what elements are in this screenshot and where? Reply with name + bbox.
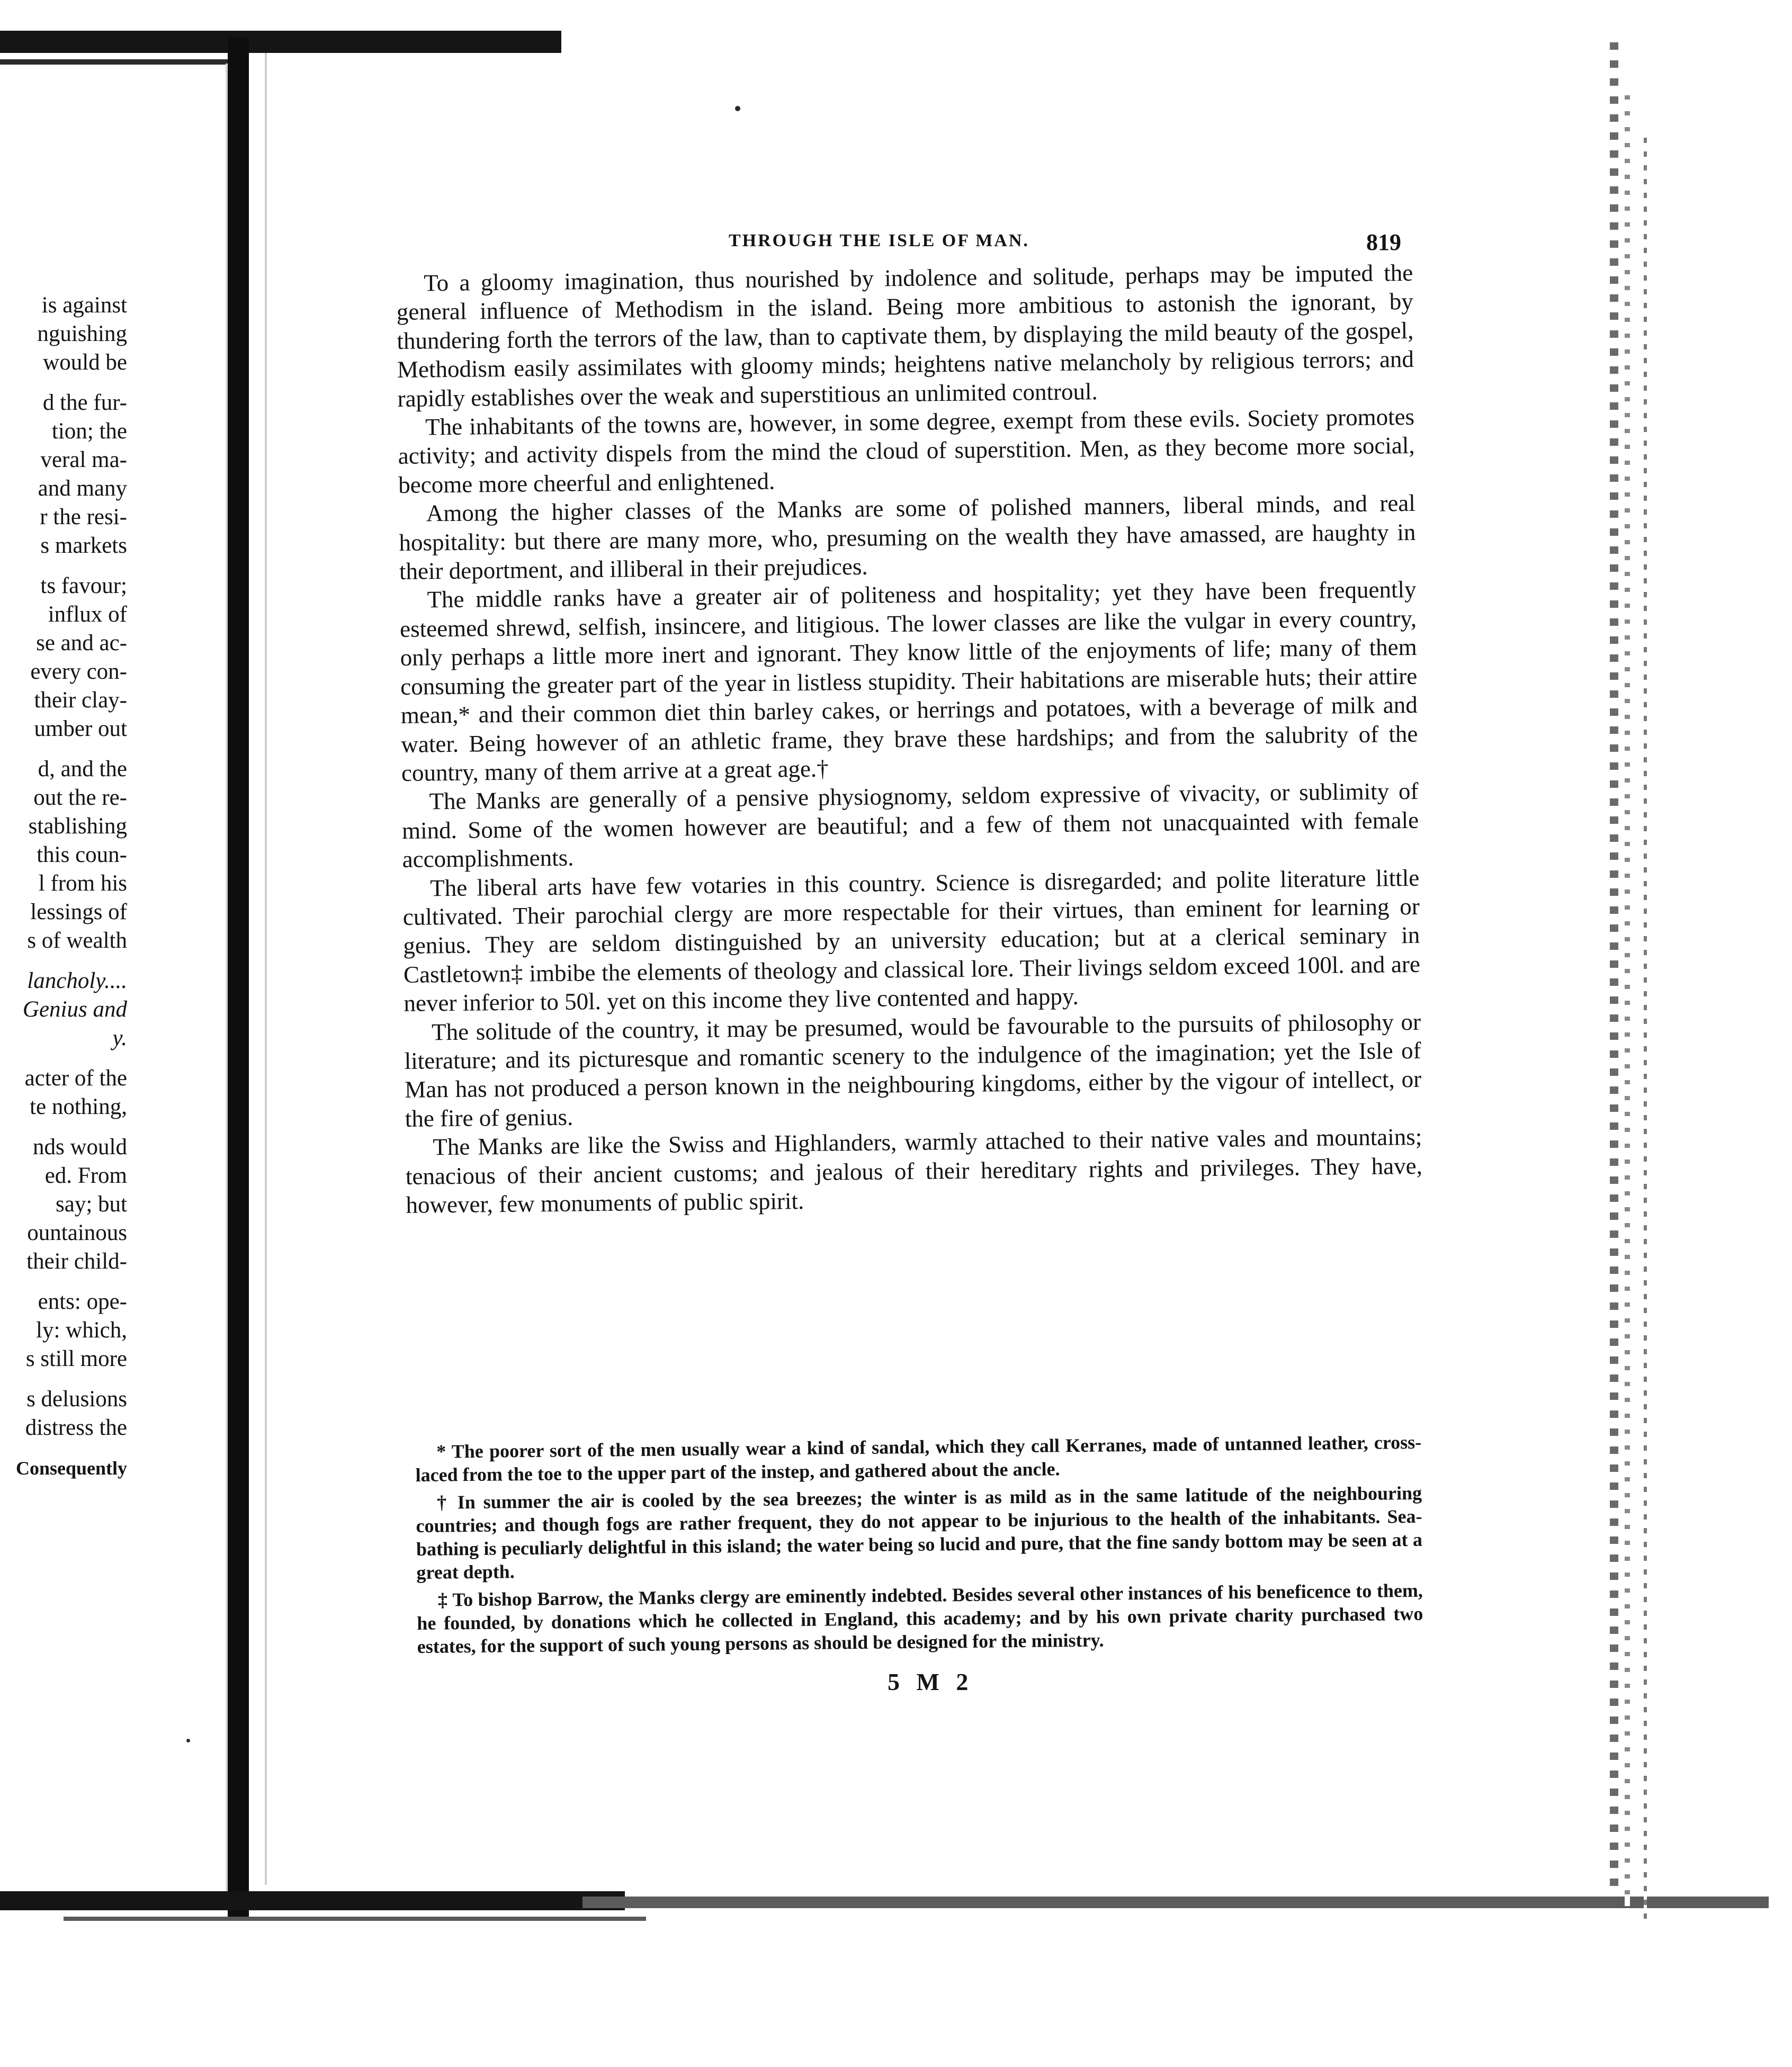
left-line: ly: which, <box>36 1318 127 1343</box>
left-line: umber out <box>34 716 127 741</box>
scan-frame-bottom-right <box>583 1897 1769 1908</box>
left-line: acter of the <box>24 1066 127 1091</box>
footnote: † In summer the air is cooled by the sea breezes; the winter is as mild as in the same latitude of the neighbouring countries; and though fogs are rather frequent, they do not appear to be injurious to the health of the inhabitants. Sea-bathing is peculiarly delightful in this island; the water being so lucid and pure, that the fine sandy bottom may be seen at a great depth. <box>416 1482 1423 1583</box>
page-stack-edge-2 <box>1625 95 1630 1906</box>
left-line: influx of <box>48 602 127 627</box>
left-line: r the resi- <box>40 505 127 529</box>
left-line: s markets <box>40 533 127 558</box>
left-line: lessings of <box>30 900 127 924</box>
signature-mark: 5 M 2 <box>888 1668 974 1695</box>
page-stack-edge-3 <box>1644 138 1647 1927</box>
book-gutter <box>228 37 249 1920</box>
left-line: s delusions <box>26 1387 127 1412</box>
page-header <box>729 231 1401 263</box>
left-line: lancholy.... <box>27 968 127 993</box>
main-text <box>396 258 1423 1219</box>
left-line: is against <box>41 293 127 318</box>
left-line: te nothing, <box>30 1094 127 1119</box>
right-page-inner-edge <box>265 53 267 1885</box>
paragraph: The Manks are like the Swiss and Highlanders, warmly attached to their native vales and mountains; tenacious of their ancient customs; and jealous of their hereditary rights and privileges. They have, however, few monuments of public spirit. <box>405 1123 1423 1218</box>
footnote: * The poorer sort of the men usually wear a kind of sandal, which they call Kerranes, made of untanned leather, cross-laced from the toe to the upper part of the instep, and gathered about the ancle. <box>415 1431 1422 1486</box>
scan-frame-top <box>0 31 561 53</box>
scan-frame-bottom-line <box>64 1917 646 1921</box>
paragraph: The liberal arts have few votaries in this country. Science is disregarded; and polite literature little cultivated. Their parochial clergy are more respectable for their virtues, than eminent for learning or genius. They are seldom distinguished by an university education; but at a clerical seminary in Castletown‡ imbibe the elements of theology and classical lore. Their livings seldom exceed 100l. and are never inferior to 50l. yet on this income they live contented and happy. <box>402 864 1421 1017</box>
left-line: this coun- <box>37 842 127 867</box>
paragraph: Among the higher classes of the Manks are some of polished manners, liberal minds, and real hospitality: but there are many more, who, presuming on the wealth they have amassed, are haughty in their deportment, and illiberal in their prejudices. <box>399 490 1416 585</box>
left-line: se and ac- <box>36 631 127 655</box>
running-head: THROUGH THE ISLE OF MAN. <box>729 231 1029 250</box>
paragraph: To a gloomy imagination, thus nourished by indolence and solitude, perhaps may be imputed the general influence of Methodism in the island. Being more ambitious to astonish the ignorant, by thundering forth the terrors of the law, than to captivate them, by displaying the mild beauty of the gospel, Methodism easily assimilates with gloomy minds; heightens native melancholy by religious terrors; and rapidly establishes over the weak and superstitious an unlimited controul. <box>396 259 1414 412</box>
left-line: their clay- <box>34 688 127 713</box>
page-stack-edge <box>1610 42 1618 1895</box>
left-line: nguishing <box>37 321 127 346</box>
footnote: ‡ To bishop Barrow, the Manks clergy are eminently indebted. Besides several other instances of his beneficence to them, he founded, by donations which he collected in England, this academy; and by his own private charity purchased two estates, for the support of such young persons as should be designed for the ministry. <box>417 1579 1423 1657</box>
paragraph: The middle ranks have a greater air of politeness and hospitality; yet they have been frequently esteemed shrewd, selfish, insincere, and litigious. The lower classes are like the vulgar in every country, only perhaps a little more inert and ignorant. They know little of the enjoyments of life; many of them consuming the greater part of the year in listless stupidity. Their habitations are miserable huts; their attire mean,* and their common diet thin barley cakes, or herrings and potatoes, with a beverage of milk and water. Being however of an athletic frame, they brave these hardships; and from the salubrity of the country, many of them arrive at a great age.† <box>399 576 1418 786</box>
left-line: stablishing <box>28 814 127 839</box>
left-line: distress the <box>25 1415 127 1440</box>
ink-speck <box>735 106 740 111</box>
left-line: every con- <box>30 659 127 684</box>
left-line: ountainous <box>27 1220 127 1245</box>
left-line: out the re- <box>33 785 127 810</box>
left-line: s still more <box>25 1346 127 1371</box>
left-line: their child- <box>26 1249 127 1274</box>
paragraph: The Manks are generally of a pensive physiognomy, seldom expressive of vivacity, or sublimity of mind. Some of the women however are beautiful; and a few of them not unacquainted with female accomplishments. <box>401 778 1419 873</box>
page-number: 819 <box>1366 229 1401 255</box>
left-line: and many <box>38 476 127 501</box>
left-catchword: Consequently <box>15 1458 127 1479</box>
left-line: l from his <box>38 871 127 896</box>
ink-speck <box>186 1739 190 1742</box>
left-line: s of wealth <box>27 928 127 953</box>
left-page-text <box>0 291 127 1482</box>
paragraph: The solitude of the country, it may be presumed, would be favourable to the pursuits of philosophy or literature; and its picturesque and romantic scenery to the indulgence of the imagination; yet the Isle of Man has not produced a person known in the neighbouring kingdoms, either by the vigour of intellect, or the fire of genius. <box>404 1008 1422 1132</box>
left-line: Genius and <box>22 997 127 1022</box>
left-line: tion; the <box>51 419 127 444</box>
left-line: ents: ope- <box>38 1289 127 1314</box>
left-line: veral ma- <box>40 447 127 472</box>
left-line: would be <box>43 350 127 375</box>
left-line: say; but <box>56 1192 127 1217</box>
left-line: ts favour; <box>40 573 127 598</box>
left-line: nds would <box>33 1135 127 1160</box>
paragraph: The inhabitants of the towns are, however, in some degree, exempt from these evils. Society promotes activity; and activity dispels from the mind the cloud of superstition. Men, as they become more social, become more cheerful and enlightened. <box>398 403 1415 498</box>
left-line: d the fur- <box>42 390 127 415</box>
scan-frame-bottom <box>0 1891 625 1910</box>
left-line: y. <box>112 1026 127 1050</box>
left-line: d, and the <box>38 757 127 781</box>
left-line: ed. From <box>44 1163 127 1188</box>
footnotes <box>415 1431 1423 1662</box>
